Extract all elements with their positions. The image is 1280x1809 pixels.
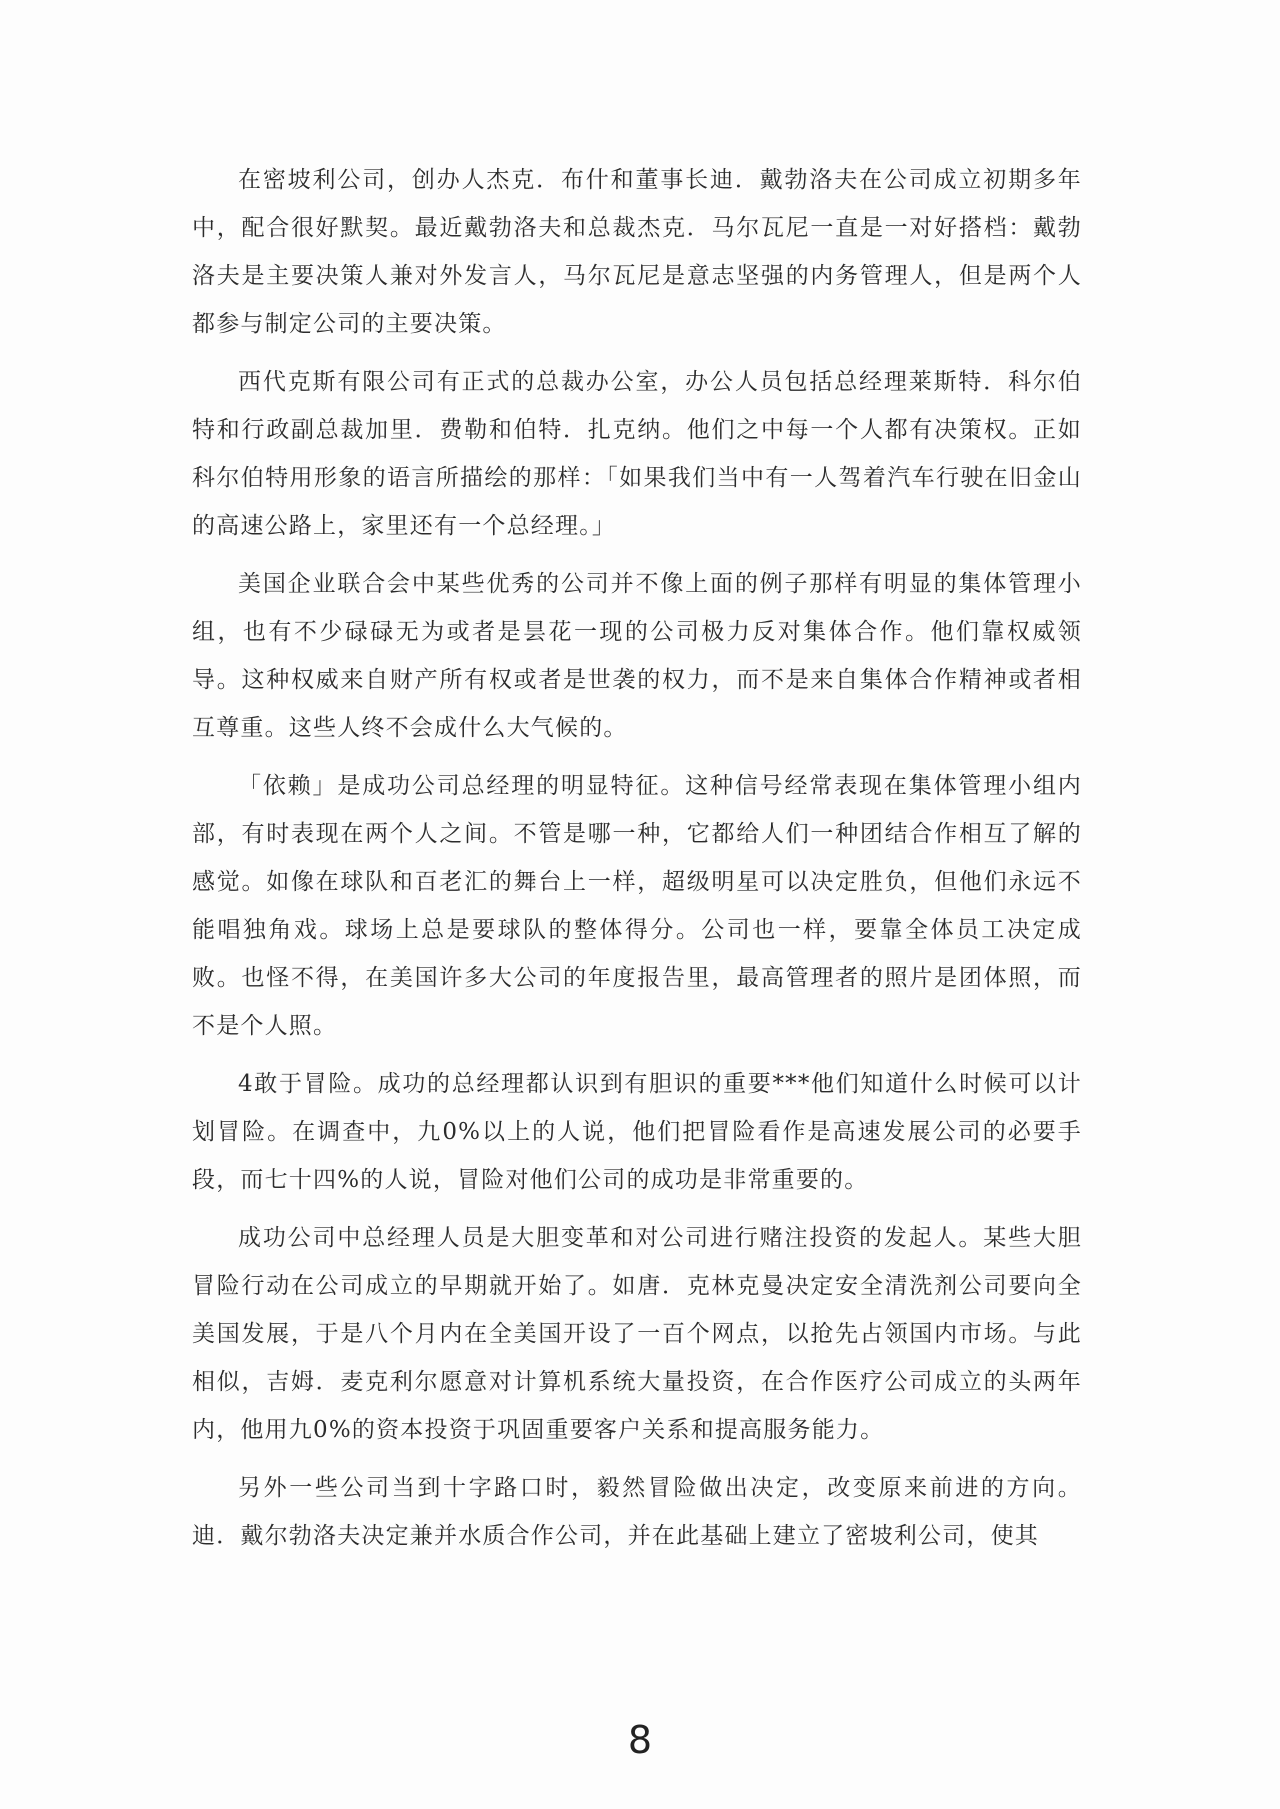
body-text (192, 156, 1082, 1570)
page-number: 8 (627, 1718, 653, 1762)
paragraph-1: 在密坡利公司，创办人杰克．布什和董事长迪．戴勃洛夫在公司成立初期多年中，配合很好默契。最近戴勃洛夫和总裁杰克．马尔瓦尼一直是一对好搭档：戴勃洛夫是主要决策人兼对外发言人，马尔瓦尼是意志坚强的内务管理人，但是两个人都参与制定公司的主要决策。 (192, 167, 1082, 337)
paragraph-4: 「依赖」是成功公司总经理的明显特征。这种信号经常表现在集体管理小组内部，有时表现在两个人之间。不管是哪一种，它都给人们一种团结合作相互了解的感觉。如像在球队和百老汇的舞台上一样，超级明星可以决定胜负，但他们永远不能唱独角戏。球场上总是要球队的整体得分。公司也一样，要靠全体员工决定成败。也怪不得，在美国许多大公司的年度报告里，最高管理者的照片是团体照，而不是个人照。 (192, 773, 1082, 1039)
paragraph-7: 另外一些公司当到十字路口时，毅然冒险做出决定，改变原来前进的方向。迪．戴尔勃洛夫决定兼并水质合作公司，并在此基础上建立了密坡利公司，使其 (192, 1475, 1082, 1549)
paragraph-6: 成功公司中总经理人员是大胆变革和对公司进行赌注投资的发起人。某些大胆冒险行动在公司成立的早期就开始了。如唐．克林克曼决定安全清洗剂公司要向全美国发展，于是八个月内在全美国开设了一百个网点，以抢先占领国内市场。与此相似，吉姆．麦克利尔愿意对计算机系统大量投资，在合作医疗公司成立的头两年内，他用九0%的资本投资于巩固重要客户关系和提高服务能力。 (192, 1225, 1082, 1443)
paragraph-3: 美国企业联合会中某些优秀的公司并不像上面的例子那样有明显的集体管理小组，也有不少碌碌无为或者是昙花一现的公司极力反对集体合作。他们靠权威领导。这种权威来自财产所有权或者是世袭的权力，而不是来自集体合作精神或者相互尊重。这些人终不会成什么大气候的。 (192, 571, 1082, 741)
paragraph-5: 4敢于冒险。成功的总经理都认识到有胆识的重要***他们知道什么时候可以计划冒险。在调查中，九0%以上的人说，他们把冒险看作是高速发展公司的必要手段，而七十四%的人说，冒险对他们公司的成功是非常重要的。 (192, 1071, 1082, 1193)
paragraph-2: 西代克斯有限公司有正式的总裁办公室，办公人员包括总经理莱斯特．科尔伯特和行政副总裁加里．费勒和伯特．扎克纳。他们之中每一个人都有决策权。正如科尔伯特用形象的语言所描绘的那样：「如果我们当中有一人驾着汽车行驶在旧金山的高速公路上，家里还有一个总经理。」 (192, 369, 1082, 539)
